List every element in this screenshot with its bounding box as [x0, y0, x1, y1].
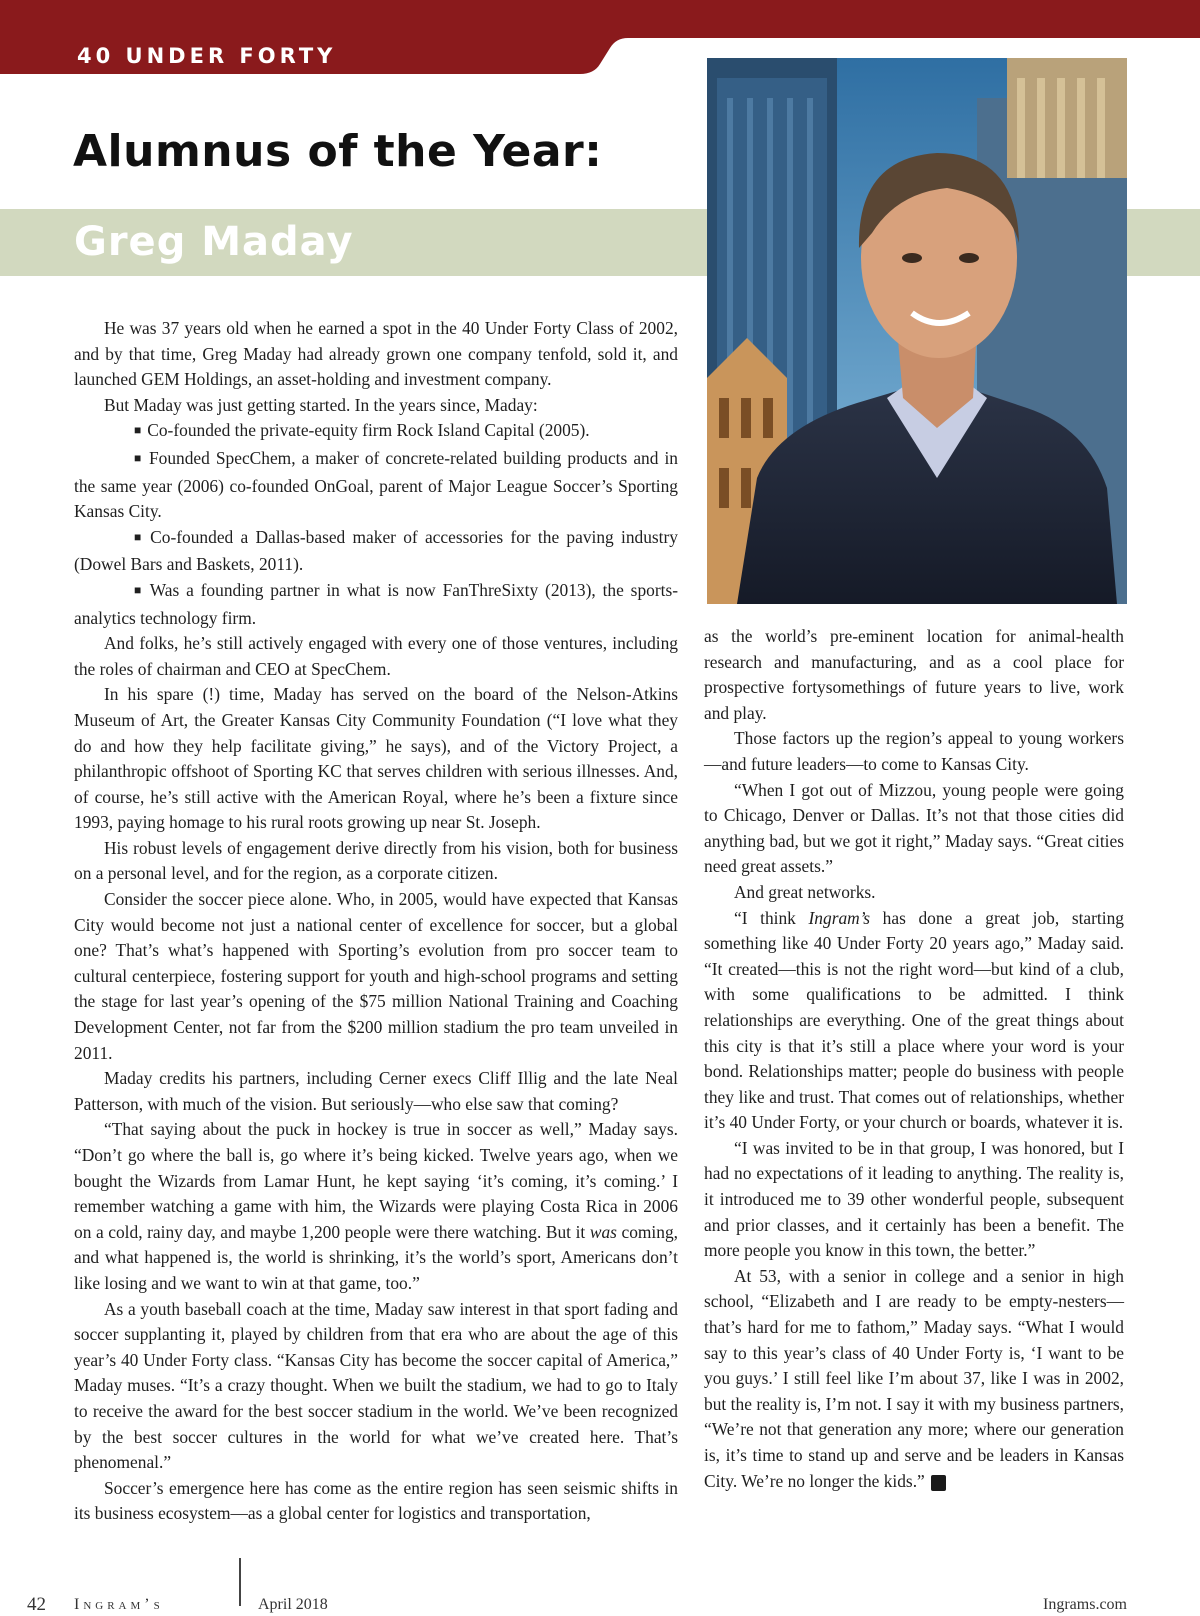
bullet-square-icon: ■: [134, 450, 143, 465]
issue-date: April 2018: [258, 1596, 328, 1613]
paragraph: And great networks.: [734, 881, 876, 902]
paragraph: “I was invited to be in that group, I was honored, but I had no expectations of it leading to anything. The reality is, it introduced me to 39 other wonderful people, subsequent and prior classes, and it certainly has been a benefit. The more people you know in this town, the better.”: [704, 1137, 1124, 1261]
page-number: 42: [27, 1594, 46, 1615]
article-left-column: [74, 316, 678, 1527]
paragraph: But Maday was just getting started. In the years since, Maday:: [104, 394, 538, 415]
article-right-column: [704, 624, 1124, 1494]
portrait-photo: [707, 58, 1127, 604]
section-label: 40 UNDER FORTY: [77, 44, 337, 68]
paragraph: In his spare (!) time, Maday has served on the board of the Nelson-Atkins Museum of Art, the Greater Kansas City Community Foundation (“I love what they do and how they help facilitate giving,” he says), and of the Victory Project, a philanthropic offshoot of Sporting KC that serves children with serious illnesses. And, of course, he’s still active with the American Royal, where he’s been a fixture since 1993, paying homage to his rural roots growing up near St. Joseph.: [74, 684, 678, 833]
bullet-item: ■ Was a founding partner in what is now FanThreSixty (2013), the sports-analytics technology firm.: [74, 579, 679, 628]
footer-divider: [239, 1558, 241, 1606]
bullet-item: ■ Founded SpecChem, a maker of concrete-related building products and in the same year (2006) co-founded OnGoal, parent of Major League Soccer’s Sporting Kansas City.: [74, 447, 678, 522]
paragraph: Consider the soccer piece alone. Who, in 2005, would have expected that Kansas City would become not just a national center of excellence for soccer, but a global one? That’s what’s happened with Sporting’s evolution from pro soccer team to cultural centerpiece, fostering support for youth and high-school programs and setting the stage for last year’s opening of the $75 million National Training and Coaching Development Center, not far from the $200 million stadium the pro team unveiled in 2011.: [74, 889, 678, 1063]
paragraph: At 53, with a senior in college and a senior in high school, “Elizabeth and I are ready to be empty-nesters—that’s hard for me to fathom,” Maday says. “What I would say to this year’s class of 40 Under Forty is, ‘I want to be you guys.’ I still feel like I’m about 37, like I was in 2002, but the reality is, I’m not. I say it with my business partners, “We’re not that generation any more; where our generation is, it’s time to stand up and serve and be leaders in Kansas City. We’re no longer the kids.” I: [704, 1265, 1124, 1491]
paragraph: And folks, he’s still actively engaged with every one of those ventures, including the roles of chairman and CEO at SpecChem.: [74, 633, 678, 679]
bullet-square-icon: ■: [134, 582, 144, 597]
bullet-item: ■ Co-founded the private-equity firm Rock Island Capital (2005).: [134, 420, 590, 441]
bullet-item: ■ Co-founded a Dallas-based maker of accessories for the paving industry (Dowel Bars and Baskets, 2011).: [74, 526, 679, 575]
paragraph: Maday credits his partners, including Cerner execs Cliff Illig and the late Neal Patterson, with much of the vision. But seriously—who else saw that coming?: [74, 1068, 678, 1114]
paragraph: “I think Ingram’s has done a great job, starting something like 40 Under Forty 20 years ago,” Maday said. “It created—this is not the right word—but kind of a club, with some qualifications to be admitted. I think relationships are everything. One of the great things about this city is that it’s still a place where your word is your bond. Relationships matter; people do business with people they like and trust. That comes out of relationships, whether it’s 40 Under Forty, or your church or boards, whatever it is.: [704, 907, 1124, 1133]
bullet-square-icon: ■: [134, 529, 145, 544]
paragraph: He was 37 years old when he earned a spot in the 40 Under Forty Class of 2002, and by that time, Greg Maday had already grown one company tenfold, sold it, and launched GEM Holdings, an asset-holding and investment company.: [74, 318, 678, 390]
headline: Alumnus of the Year:: [73, 126, 603, 177]
portrait-photo-icon: [707, 58, 1127, 604]
person-name: Greg Maday: [74, 219, 354, 265]
paragraph: As a youth baseball coach at the time, Maday saw interest in that sport fading and soccer supplanting it, played by children from that era who are about the age of this year’s 40 Under Forty class. “Kansas City has become the soccer capital of America,” Maday muses. “It’s a crazy thought. When we built the stadium, we had to go to Italy to receive the award for the best soccer stadium in the world. We’ve been recognized by the best soccer cultures in the world for what we’ve created here. That’s phenomenal.”: [74, 1298, 678, 1473]
magazine-name: Ingram’s: [74, 1596, 164, 1613]
paragraph: Soccer’s emergence here has come as the entire region has seen seismic shifts in its business ecosystem—as a global center for logistics and transportation,: [74, 1477, 678, 1524]
website-link[interactable]: Ingrams.com: [1043, 1596, 1127, 1613]
paragraph: “That saying about the puck in hockey is true in soccer as well,” Maday says. “Don’t go where the ball is, go where it’s being kicked. Twelve years ago, when we bought the Wizards from Lamar Hunt, he kept saying ‘it’s coming, it’s coming.’ I remember watching a game with him, the Wizards were playing Costa Rica in 2006 on a cold, rainy day, and maybe 1,200 people were there watching. But it was coming, and what happened is, the world is shrinking, it’s the world’s sport, Americans don’t like losing and we want to win at that game, too.”: [74, 1119, 678, 1293]
bullet-square-icon: ■: [134, 423, 142, 438]
paragraph: Those factors up the region’s appeal to young workers—and future leaders—to come to Kansas City.: [704, 728, 1124, 774]
paragraph: as the world’s pre-eminent location for animal-health research and manufacturing, and as a cool place for prospective fortysomethings of future years to live, work and play.: [704, 626, 1124, 723]
paragraph: “When I got out of Mizzou, young people were going to Chicago, Denver or Dallas. It’s not that those cities did anything bad, but we got it right,” Maday says. “Great cities need great assets.”: [704, 779, 1124, 877]
end-mark-icon: I: [931, 1475, 946, 1491]
paragraph: His robust levels of engagement derive directly from his vision, both for business on a personal level, and for the region, as a corporate citizen.: [74, 837, 678, 884]
